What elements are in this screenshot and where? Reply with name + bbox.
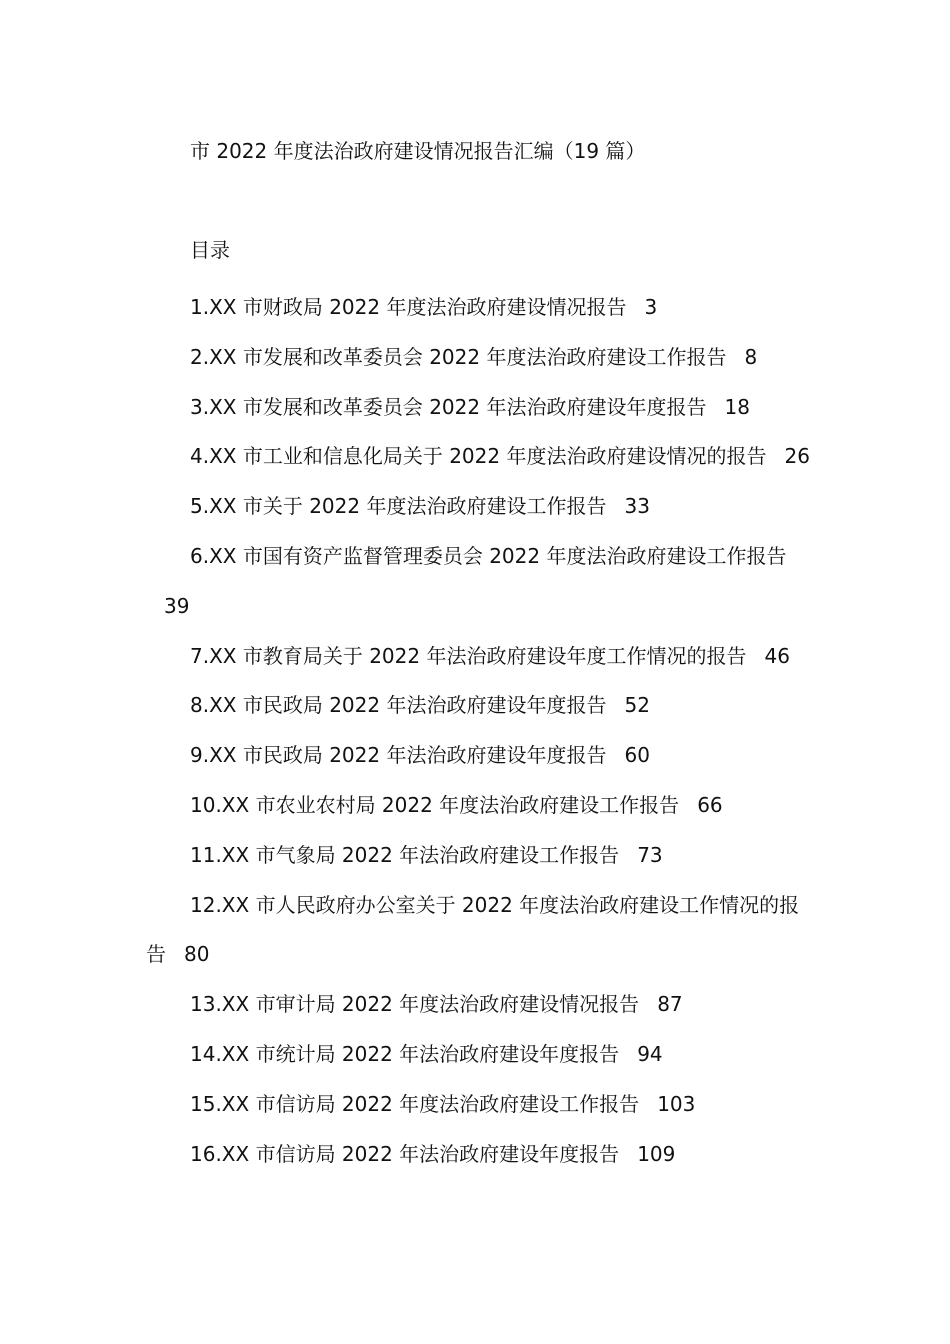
toc-page-number: 8 — [744, 344, 758, 369]
toc-page-number: 60 — [624, 743, 650, 768]
toc-entry-text: 14.XX 市统计局 2022 年法治政府建设年度报告 — [190, 1041, 620, 1066]
toc-entry[interactable] — [146, 881, 810, 981]
toc-page-number: 52 — [624, 693, 650, 718]
toc-entry[interactable] — [146, 681, 810, 731]
toc-entry-text: 12.XX 市人民政府办公室关于 2022 年度法治政府建设工作情况的报告 — [146, 892, 800, 967]
toc-page-number: 18 — [724, 394, 750, 419]
toc-entry[interactable] — [146, 632, 810, 682]
toc-entry[interactable] — [146, 532, 810, 632]
toc-page-number: 109 — [637, 1141, 676, 1166]
toc-page-number: 66 — [697, 792, 723, 817]
toc-heading: 目录 — [190, 238, 230, 262]
toc-entry-text: 11.XX 市气象局 2022 年法治政府建设工作报告 — [190, 842, 620, 867]
toc-entry[interactable] — [146, 283, 810, 333]
toc-entry[interactable] — [146, 831, 810, 881]
toc-page-number: 39 — [164, 593, 190, 618]
toc-entry-text: 13.XX 市审计局 2022 年度法治政府建设情况报告 — [190, 992, 640, 1017]
toc-entry-text: 10.XX 市农业农村局 2022 年度法治政府建设工作报告 — [190, 792, 680, 817]
toc-entry-text: 2.XX 市发展和改革委员会 2022 年度法治政府建设工作报告 — [190, 344, 727, 369]
toc-entry-text: 8.XX 市民政局 2022 年法治政府建设年度报告 — [190, 693, 607, 718]
toc-entry-text: 15.XX 市信访局 2022 年度法治政府建设工作报告 — [190, 1091, 640, 1116]
toc-page-number: 73 — [637, 842, 663, 867]
toc-entry[interactable] — [146, 333, 810, 383]
table-of-contents — [146, 283, 810, 1179]
toc-entry[interactable] — [146, 980, 810, 1030]
toc-page-number: 87 — [657, 992, 683, 1017]
toc-entry-text: 7.XX 市教育局关于 2022 年法治政府建设年度工作情况的报告 — [190, 643, 747, 668]
toc-entry[interactable] — [146, 432, 810, 482]
toc-entry-text: 3.XX 市发展和改革委员会 2022 年法治政府建设年度报告 — [190, 394, 707, 419]
toc-page-number: 80 — [184, 942, 210, 967]
toc-entry-text: 6.XX 市国有资产监督管理委员会 2022 年度法治政府建设工作报告 — [190, 543, 787, 568]
toc-entry[interactable] — [146, 781, 810, 831]
document-title: 市 2022 年度法治政府建设情况报告汇编（19 篇） — [190, 139, 646, 163]
toc-entry[interactable] — [146, 731, 810, 781]
toc-entry[interactable] — [146, 482, 810, 532]
toc-entry[interactable] — [146, 1030, 810, 1080]
toc-page-number: 33 — [624, 494, 650, 519]
toc-entry-text: 5.XX 市关于 2022 年度法治政府建设工作报告 — [190, 494, 607, 519]
toc-page-number: 26 — [784, 444, 810, 469]
toc-entry[interactable] — [146, 383, 810, 433]
toc-entry-text: 16.XX 市信访局 2022 年法治政府建设年度报告 — [190, 1141, 620, 1166]
toc-entry-text: 4.XX 市工业和信息化局关于 2022 年度法治政府建设情况的报告 — [190, 444, 767, 469]
toc-entry-text: 9.XX 市民政局 2022 年法治政府建设年度报告 — [190, 743, 607, 768]
toc-page-number: 3 — [644, 295, 658, 319]
toc-page-number: 46 — [764, 643, 790, 668]
toc-page-number: 94 — [637, 1041, 663, 1066]
toc-entry[interactable] — [146, 1130, 810, 1180]
toc-entry-text: 1.XX 市财政局 2022 年度法治政府建设情况报告 — [190, 295, 627, 319]
toc-entry[interactable] — [146, 1080, 810, 1130]
toc-page-number: 103 — [657, 1091, 696, 1116]
